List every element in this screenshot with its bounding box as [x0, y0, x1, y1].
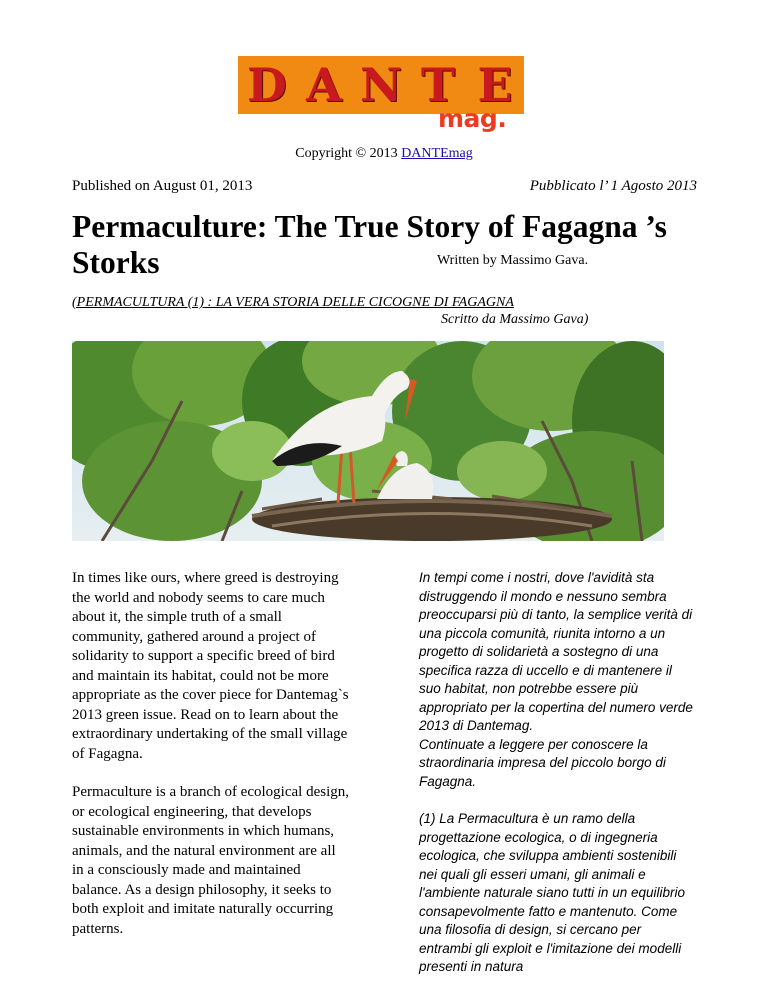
text-line: (1) La Permacultura è un ramo della: [419, 811, 636, 826]
text-line: Permaculture is a branch of ecological design,: [72, 784, 349, 800]
text-line: animals, and the natural environment are all: [72, 842, 336, 859]
text-line: una piccola comunità, riunita intorno a un: [419, 625, 666, 641]
text-line: of Fagagna.: [72, 745, 143, 762]
article-body-en: [72, 569, 349, 958]
title-line: Permaculture: The True Story of Fagagna ’s: [72, 209, 667, 244]
published-date-en: Published on August 01, 2013: [72, 178, 253, 194]
logo-letter: E: [477, 58, 513, 112]
text-line: una filosofia di design, si cercano per: [419, 922, 642, 937]
text-line: 2013 green issue. Read on to learn about the: [72, 706, 339, 723]
text-line: distruggendo il mondo e nessuno sembra: [419, 588, 667, 604]
logo-letter: T: [420, 58, 456, 112]
text-line: balance. As a design philosophy, it seeks to: [72, 881, 332, 898]
text-line: and maintain its habitat, could not be more: [72, 667, 329, 684]
text-line: sustainable environments in which humans,: [72, 823, 335, 839]
dantemag-logo: [238, 56, 530, 134]
text-line: in a consciously made and maintained: [72, 862, 301, 878]
article-title: [72, 209, 712, 281]
logo-letter: D: [247, 58, 287, 112]
text-line: preoccuparsi più di tanto, la semplice verità di: [419, 607, 693, 622]
paragraph: [419, 569, 709, 791]
text-line: nei quali gli esseri umani, gli animali e: [419, 866, 646, 882]
copyright-text: Copyright © 2013: [295, 146, 402, 161]
byline-it: Scritto da Massimo Gava): [441, 312, 589, 327]
text-line: consapevolmente fatto e mantenuto. Come: [419, 903, 678, 919]
logo-letter: N: [359, 58, 403, 112]
storks-photo: [72, 341, 664, 541]
copyright-line: [0, 146, 768, 162]
text-line: extraordinary undertaking of the small village: [72, 726, 348, 742]
text-line: entrambi gli exploit e l'imitazione dei modelli: [419, 940, 682, 956]
text-line: 2013 di Dantemag.: [419, 718, 534, 733]
text-line: patterns.: [72, 920, 124, 937]
text-line: l'ambiente naturale siano tutti in un equilibrio: [419, 885, 685, 900]
subtitle-it: (PERMACULTURA (1) : LA VERA STORIA DELLE CICOGNE DI FAGAGNA: [72, 295, 514, 310]
text-line: suo habitat, non potrebbe essere più: [419, 681, 639, 696]
text-line: In tempi come i nostri, dove l'avidità sta: [419, 570, 655, 585]
text-line: both exploit and imitate naturally occurring: [72, 901, 334, 917]
text-line: appropriato per la copertina del numero verde: [419, 699, 693, 715]
text-line: Continuate a leggere per conoscere la: [419, 736, 648, 752]
logo-letter: A: [306, 58, 342, 112]
text-line: Fagagna.: [419, 773, 477, 789]
text-line: progetto di solidarietà a sostegno di una: [419, 644, 659, 659]
text-line: presenti in natura: [419, 959, 524, 974]
text-line: the world and nobody seems to care much: [72, 589, 325, 606]
text-line: solidarity to support a specific breed of bird: [72, 648, 335, 664]
text-line: progettazione ecologica, o di ingegneria: [419, 829, 658, 845]
byline-en: Written by Massimo Gava.: [437, 253, 589, 268]
text-line: appropriate as the cover piece for Dantemag`s: [72, 687, 349, 703]
logo-mag-text: mag.: [438, 104, 507, 133]
text-line: straordinaria impresa del piccolo borgo di: [419, 755, 666, 770]
text-line: specifica razza di uccello e di mantenere il: [419, 662, 672, 678]
text-line: community, gathered around a project of: [72, 628, 316, 645]
paragraph: [72, 783, 349, 939]
published-date-it: Pubblicato l’ 1 Agosto 2013: [529, 178, 697, 194]
dantemag-link[interactable]: DANTEmag: [401, 146, 473, 161]
paragraph: [72, 569, 349, 764]
paragraph: [419, 810, 709, 977]
article-body-it: [419, 569, 709, 996]
title-line: Storks: [72, 245, 160, 280]
text-line: ecologica, che sviluppa ambienti sostenibili: [419, 848, 677, 863]
text-line: or ecological engineering, that develops: [72, 803, 312, 820]
text-line: about it, the simple truth of a small: [72, 609, 282, 625]
text-line: In times like ours, where greed is destroying: [72, 570, 339, 586]
